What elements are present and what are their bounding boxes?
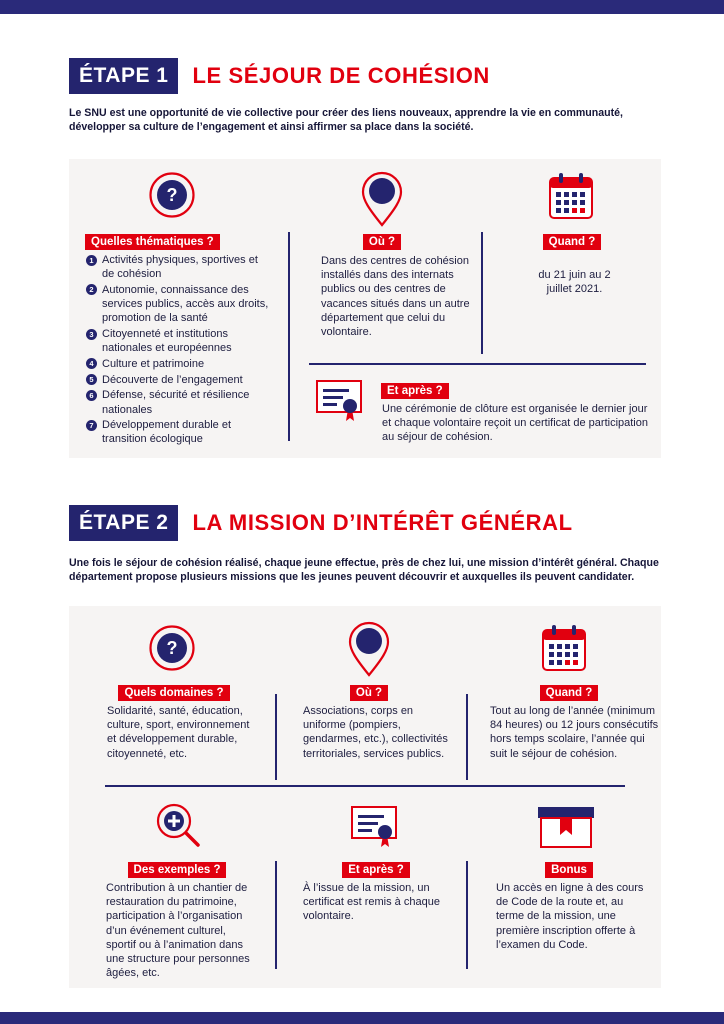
step2-domains-label: Quels domaines ? bbox=[118, 685, 229, 701]
step1-badge: ÉTAPE 1 bbox=[69, 58, 178, 94]
step1-panel bbox=[69, 159, 661, 458]
step1-when-text: du 21 juin au 2 juillet 2021. bbox=[538, 269, 611, 296]
divider bbox=[275, 694, 277, 780]
step2-where-text: Associations, corps en uniforme (pompiers, gendarmes, etc.), collectivités territoriales, services publics. bbox=[303, 705, 448, 760]
divider bbox=[288, 232, 290, 441]
step1-after-label: Et après ? bbox=[381, 383, 449, 399]
list-item: 5 Découverte de l’engagement bbox=[86, 373, 273, 387]
bottom-bar bbox=[0, 1012, 724, 1024]
step2-after-label-box bbox=[296, 860, 456, 878]
step2-badge: ÉTAPE 2 bbox=[69, 505, 178, 541]
bookmark-box-icon bbox=[536, 805, 596, 849]
step1-where-text: Dans des centres de cohésion installés dans des internats publics ou des centres de vacances situés dans un autre département que celui du volontaire. bbox=[321, 255, 470, 339]
step2-panel bbox=[69, 606, 661, 988]
step2-examples-text: Contribution à un chantier de restauration du patrimoine, participation à l’organisation d’un événement culturel, sportif ou à l’animation dans une structure pour personnes âgées, etc. bbox=[106, 882, 250, 980]
step1-after-text: Une cérémonie de clôture est organisée le dernier jour et chaque volontaire reçoit un certificat de participation au séjour de cohésion. bbox=[382, 403, 648, 444]
step1-heading bbox=[69, 58, 490, 94]
divider bbox=[481, 232, 483, 354]
certificate-icon bbox=[315, 379, 365, 423]
step2-examples-label: Des exemples ? bbox=[128, 862, 227, 878]
top-bar bbox=[0, 0, 724, 14]
location-pin-icon bbox=[348, 621, 390, 677]
divider bbox=[105, 785, 625, 787]
step2-intro: Une fois le séjour de cohésion réalisé, chaque jeune effectue, près de chez lui, une mission d’intérêt général. Chaque département propose plusieurs missions que les jeunes peuvent découvrir et auxquelles ils peuvent candidater. bbox=[69, 557, 659, 583]
step1-when-label: Quand ? bbox=[543, 234, 602, 250]
list-item: 7 Développement durable et transition écologique bbox=[86, 418, 273, 446]
location-pin-icon bbox=[361, 171, 403, 227]
step1-when-label-box bbox=[499, 232, 645, 250]
step2-when-label-box bbox=[489, 683, 649, 701]
step1-intro: Le SNU est une opportunité de vie collective pour créer des liens nouveaux, apprendre la vie en communauté, développer sa culture de l’engagement et ainsi affirmer sa place dans la société. bbox=[69, 107, 623, 133]
divider bbox=[466, 694, 468, 780]
step2-when-label: Quand ? bbox=[540, 685, 599, 701]
step1-themes-label-box bbox=[85, 232, 220, 250]
question-icon bbox=[148, 624, 196, 672]
question-icon bbox=[148, 171, 196, 219]
divider bbox=[309, 363, 646, 365]
step2-heading bbox=[69, 505, 573, 541]
list-item: 3 Citoyenneté et institutions nationales et européennes bbox=[86, 327, 273, 355]
step1-themes-label: Quelles thématiques ? bbox=[85, 234, 220, 250]
certificate-icon bbox=[350, 805, 400, 849]
list-item: 4 Culture et patrimoine bbox=[86, 357, 273, 371]
calendar-icon bbox=[548, 172, 594, 220]
step2-title: LA MISSION D’INTÉRÊT GÉNÉRAL bbox=[192, 510, 573, 535]
step2-domains-text: Solidarité, santé, éducation, culture, sport, environnement et développement durable, citoyenneté, etc. bbox=[107, 705, 250, 760]
step2-when-text: Tout au long de l’année (minimum 84 heures) ou 12 jours consécutifs hors temps scolaire, l’année qui suit le séjour de cohésion. bbox=[490, 705, 659, 760]
step2-bonus-text: Un accès en ligne à des cours de Code de la route et, au terme de la mission, une première inscription offerte à l’examen du Code. bbox=[496, 882, 644, 951]
step2-after-label: Et après ? bbox=[342, 862, 410, 878]
step1-after-label-box bbox=[381, 381, 449, 399]
calendar-icon bbox=[541, 624, 587, 672]
step1-where-label-box bbox=[309, 232, 455, 250]
step1-themes-list bbox=[86, 253, 273, 448]
divider bbox=[466, 861, 468, 969]
step2-domains-label-box bbox=[89, 683, 259, 701]
step2-examples-label-box bbox=[97, 860, 257, 878]
step2-bonus-label: Bonus bbox=[545, 862, 593, 878]
step2-after-text: À l’issue de la mission, un certificat est remis à chaque volontaire. bbox=[303, 882, 440, 923]
list-item: 2 Autonomie, connaissance des services publics, accès aux droits, promotion de la santé bbox=[86, 283, 273, 326]
step2-bonus-label-box bbox=[489, 860, 649, 878]
search-plus-icon bbox=[155, 802, 205, 848]
step1-where-label: Où ? bbox=[363, 234, 401, 250]
step2-where-label-box bbox=[296, 683, 442, 701]
list-item: 6 Défense, sécurité et résilience nationales bbox=[86, 388, 273, 416]
list-item: 1 Activités physiques, sportives et de cohésion bbox=[86, 253, 273, 281]
step1-title: LE SÉJOUR DE COHÉSION bbox=[192, 63, 490, 88]
divider bbox=[275, 861, 277, 969]
svg-text:?: ? bbox=[166, 638, 178, 658]
svg-text:?: ? bbox=[166, 185, 178, 205]
step2-where-label: Où ? bbox=[350, 685, 388, 701]
